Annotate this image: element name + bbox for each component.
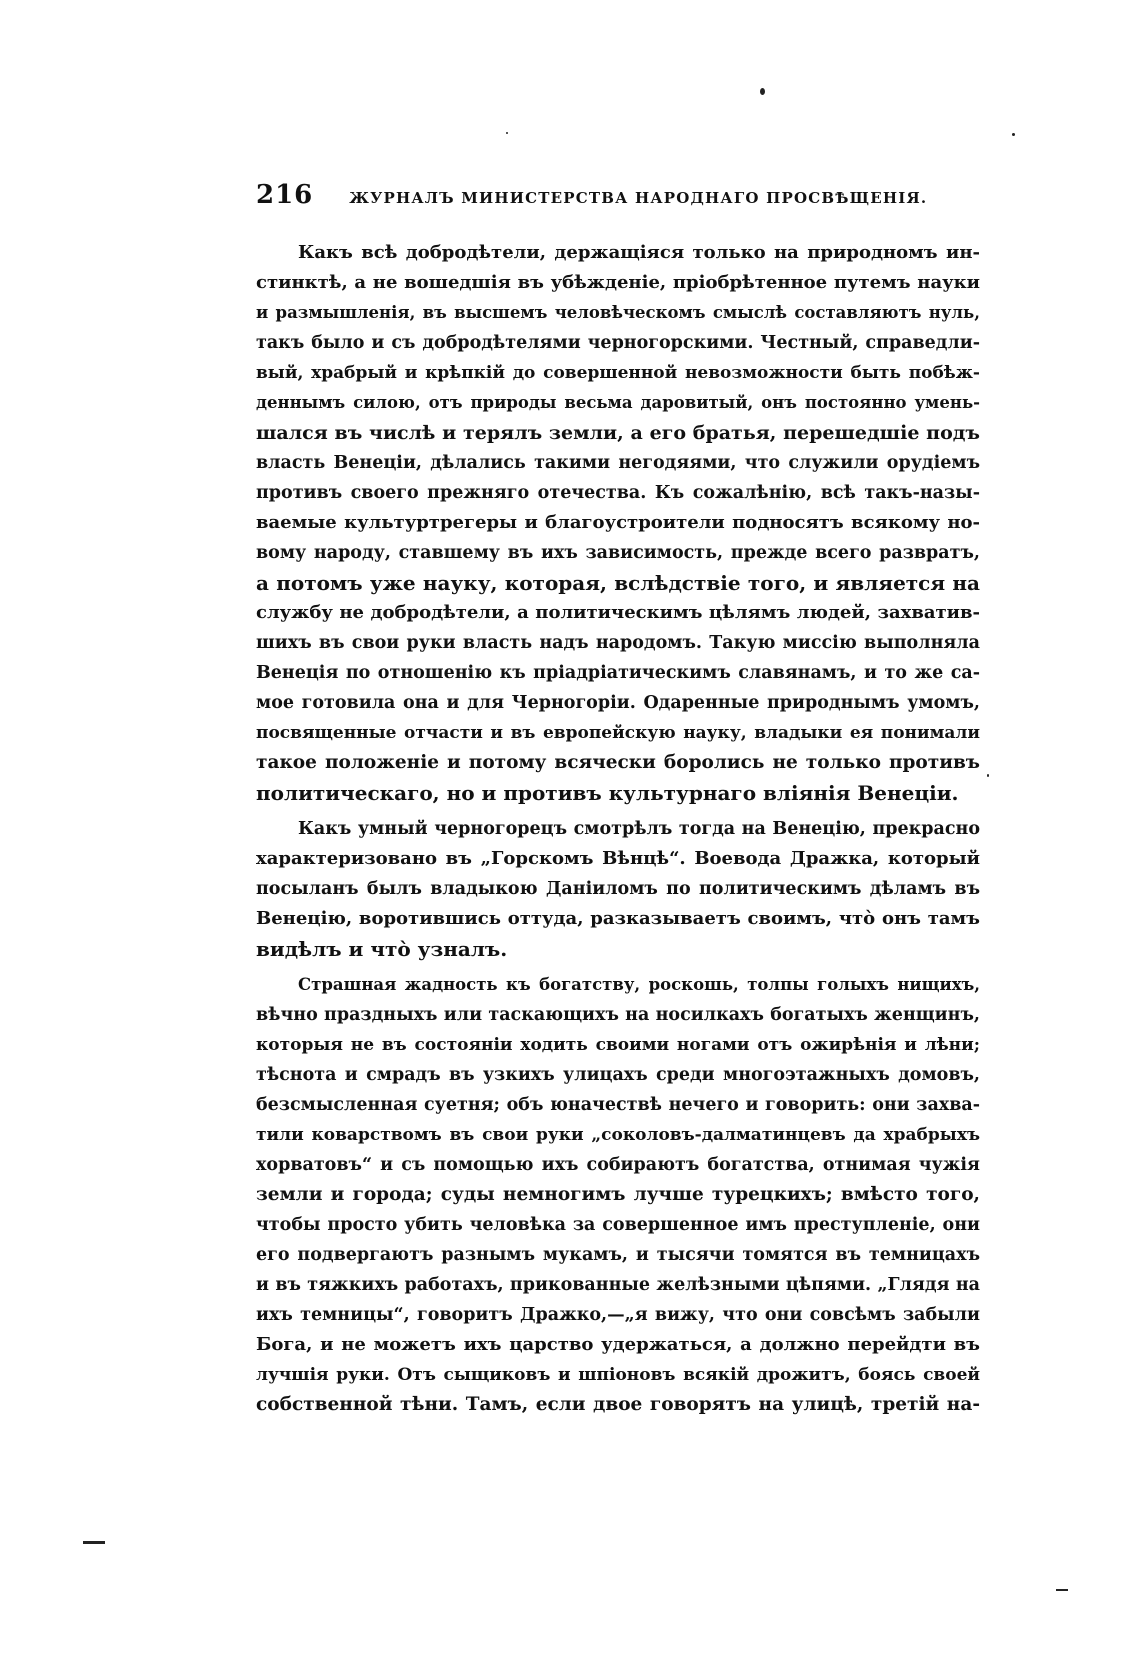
text-line: лучшія руки. Отъ сыщиковъ и шпіоновъ всякій дрожитъ, боясь своей <box>256 1365 980 1385</box>
margin-dash-mark <box>1056 1589 1068 1591</box>
paragraph <box>256 970 980 1420</box>
text-line: и размышленія, въ высшемъ человѣческомъ смыслѣ составляютъ нуль, <box>256 303 980 322</box>
text-line: хорватовъ“ и съ помощью ихъ собираютъ богатства, отнимая чужія <box>256 1155 980 1175</box>
text-line: Какъ всѣ добродѣтели, держащіяся только на природномъ ин- <box>298 242 980 263</box>
text-line: тѣснота и смрадъ въ узкихъ улицахъ среди многоэтажныхъ домовъ, <box>256 1065 980 1085</box>
text-line: Венеція по отношенію къ пріадріатическимъ славянамъ, и то же са- <box>256 663 980 683</box>
text-line: которыя не въ состояніи ходить своими ногами отъ ожирѣнія и лѣни; <box>256 1035 980 1055</box>
text-line: Венецію, воротившись оттуда, разказываетъ своимъ, что̀ онъ тамъ <box>256 908 980 929</box>
text-line: земли и города; суды немногимъ лучше турецкихъ; вмѣсто того, <box>256 1184 980 1205</box>
text-line: видѣлъ и что̀ узналъ. <box>256 937 508 961</box>
text-line: шихъ въ свои руки власть надъ народомъ. Такую миссію выполняла <box>256 633 980 653</box>
text-line: мое готовила она и для Черногоріи. Одаренные природнымъ умомъ, <box>256 693 980 713</box>
text-line: противъ своего прежняго отечества. Къ сожалѣнію, всѣ такъ-назы- <box>256 483 980 503</box>
text-line: безсмысленная суетня; объ юначествѣ нечего и говорить: они захва- <box>256 1095 980 1115</box>
text-line: его подвергаютъ разнымъ мукамъ, и тысячи томятся въ темницахъ <box>256 1245 980 1265</box>
text-line: Бога, и не можетъ ихъ царство удержаться, а должно перейдти въ <box>256 1334 980 1355</box>
text-line: вому народу, ставшему въ ихъ зависимость, прежде всего развратъ, <box>256 543 980 563</box>
text-line: а потомъ уже науку, которая, вслѣдствіе того, и является на <box>256 571 980 595</box>
running-head <box>256 180 986 214</box>
text-line: такъ было и съ добродѣтелями черногорскими. Честный, справедли- <box>256 333 980 353</box>
text-line: власть Венеціи, дѣлались такими негодяями, что служили орудіемъ <box>256 453 980 473</box>
text-line: вый, храбрый и крѣпкій до совершенной невозможности быть побѣж- <box>256 363 980 383</box>
text-line: вѣчно праздныхъ или таскающихъ на носилкахъ богатыхъ женщинъ, <box>256 1005 980 1025</box>
text-line: стинктѣ, а не вошедшія въ убѣжденіе, пріобрѣтенное путемъ науки <box>256 272 980 293</box>
text-line: посвященные отчасти и въ европейскую науку, владыки ея понимали <box>256 723 980 743</box>
text-line: деннымъ силою, отъ природы весьма даровитый, онъ постоянно умень- <box>256 393 980 412</box>
text-line: ваемые культуртрегеры и благоустроители подносятъ всякому но- <box>256 512 980 533</box>
scan-speck <box>760 88 765 95</box>
scan-speck <box>987 774 989 777</box>
journal-title: ЖУРНАЛЪ МИНИСТЕРСТВА НАРОДНАГО ПРОСВѢЩЕНІЯ. <box>349 189 928 207</box>
margin-dash-mark <box>83 1541 105 1544</box>
page-number: 216 <box>256 180 314 210</box>
text-line: такое положеніе и потому всячески боролись не только противъ <box>256 752 980 773</box>
scan-speck <box>1012 133 1015 136</box>
text-line: характеризовано въ „Горскомъ Вѣнцѣ“. Воевода Дражка, который <box>256 848 980 869</box>
text-line: шался въ числѣ и терялъ земли, а его братья, перешедшіе подъ <box>256 422 980 444</box>
text-line: собственной тѣни. Тамъ, если двое говорятъ на улицѣ, третій на- <box>256 1394 980 1415</box>
text-line: службу не добродѣтели, а политическимъ цѣлямъ людей, захватив- <box>256 602 980 623</box>
paragraph <box>256 814 980 964</box>
scan-speck <box>506 132 508 134</box>
paragraph <box>256 238 980 808</box>
body-text <box>256 238 980 1420</box>
text-line: и въ тяжкихъ работахъ, прикованные желѣзными цѣпями. „Глядя на <box>256 1275 980 1295</box>
text-line: Какъ умный черногорецъ смотрѣлъ тогда на Венецію, прекрасно <box>298 819 980 839</box>
text-line: политическаго, но и противъ культурнаго вліянія Венеціи. <box>256 781 959 805</box>
text-line: посыланъ былъ владыкою Даніиломъ по политическимъ дѣламъ въ <box>256 879 980 899</box>
text-line: ихъ темницы“, говоритъ Дражко,—„я вижу, что они совсѣмъ забыли <box>256 1305 980 1325</box>
text-line: чтобы просто убить человѣка за совершенное имъ преступленіе, они <box>256 1215 980 1235</box>
text-line: тили коварствомъ въ свои руки „соколовъ-далматинцевъ да храбрыхъ <box>256 1125 980 1145</box>
text-line: Страшная жадность къ богатству, роскошь, толпы голыхъ нищихъ, <box>298 975 980 994</box>
